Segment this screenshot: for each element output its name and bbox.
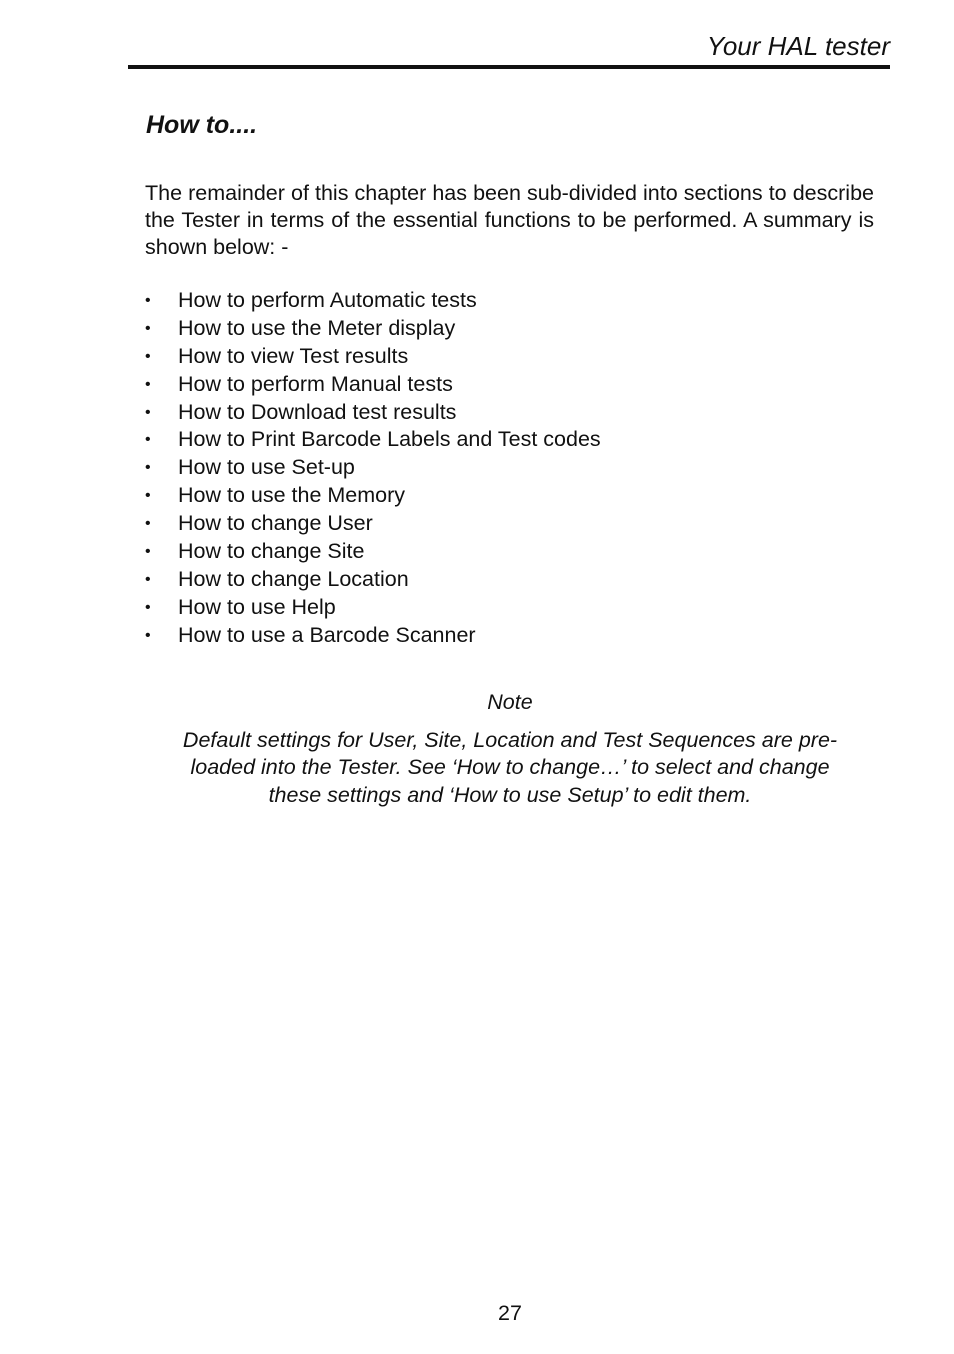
list-item: [145, 315, 601, 343]
bullet-icon: •: [145, 403, 151, 421]
list-item-label: How to change Site: [178, 539, 365, 564]
list-item: [145, 426, 601, 454]
list-item-label: How to use Help: [178, 594, 336, 619]
list-item-label: How to Download test results: [178, 399, 457, 424]
bullet-icon: •: [145, 598, 151, 616]
bullet-icon: •: [145, 347, 151, 365]
list-item: [145, 371, 601, 399]
list-item: [145, 594, 601, 622]
list-item: [145, 482, 601, 510]
header-rule: [128, 65, 890, 69]
bullet-icon: •: [145, 375, 151, 393]
running-header: Your HAL tester: [706, 31, 890, 61]
list-item: [145, 454, 601, 482]
bullet-icon: •: [145, 626, 151, 644]
list-item: [145, 287, 601, 315]
list-item: [145, 566, 601, 594]
list-item: [145, 538, 601, 566]
section-title: How to....: [146, 111, 258, 139]
list-item-label: How to use a Barcode Scanner: [178, 622, 476, 647]
bullet-icon: •: [145, 487, 151, 505]
list-item-label: How to use Set-up: [178, 455, 355, 480]
list-item: [145, 343, 601, 371]
list-item-label: How to use the Meter display: [178, 315, 456, 340]
list-item-label: How to perform Automatic tests: [178, 288, 477, 312]
bullet-icon: •: [145, 319, 151, 337]
bullet-icon: •: [145, 543, 151, 561]
topic-list: [145, 287, 601, 650]
list-item-label: How to use the Memory: [178, 483, 406, 508]
list-item-label: How to Print Barcode Labels and Test codes: [178, 427, 601, 452]
bullet-icon: •: [145, 292, 151, 309]
intro-paragraph: The remainder of this chapter has been sub-divided into sections to describe the Tester in terms of the essential functions to be performed. A summary is shown below: -: [145, 181, 874, 259]
note-heading: Note: [487, 690, 533, 714]
bullet-icon: •: [145, 431, 151, 449]
list-item: [145, 399, 601, 427]
list-item: [145, 510, 601, 538]
list-item: [145, 622, 601, 650]
bullet-icon: •: [145, 570, 151, 588]
list-item-label: How to change User: [178, 511, 373, 536]
page-number: 27: [498, 1301, 522, 1325]
note-text: Default settings for User, Site, Location and Test Sequences are pre-loaded into the Tester. See ‘How to change…’ to select and change these settings and ‘How to use Setup’ to edit them.: [182, 728, 838, 807]
list-item-label: How to change Location: [178, 566, 409, 591]
bullet-icon: •: [145, 459, 151, 477]
list-item-label: How to view Test results: [178, 343, 409, 368]
list-item-label: How to perform Manual tests: [178, 371, 453, 396]
bullet-icon: •: [145, 515, 151, 533]
